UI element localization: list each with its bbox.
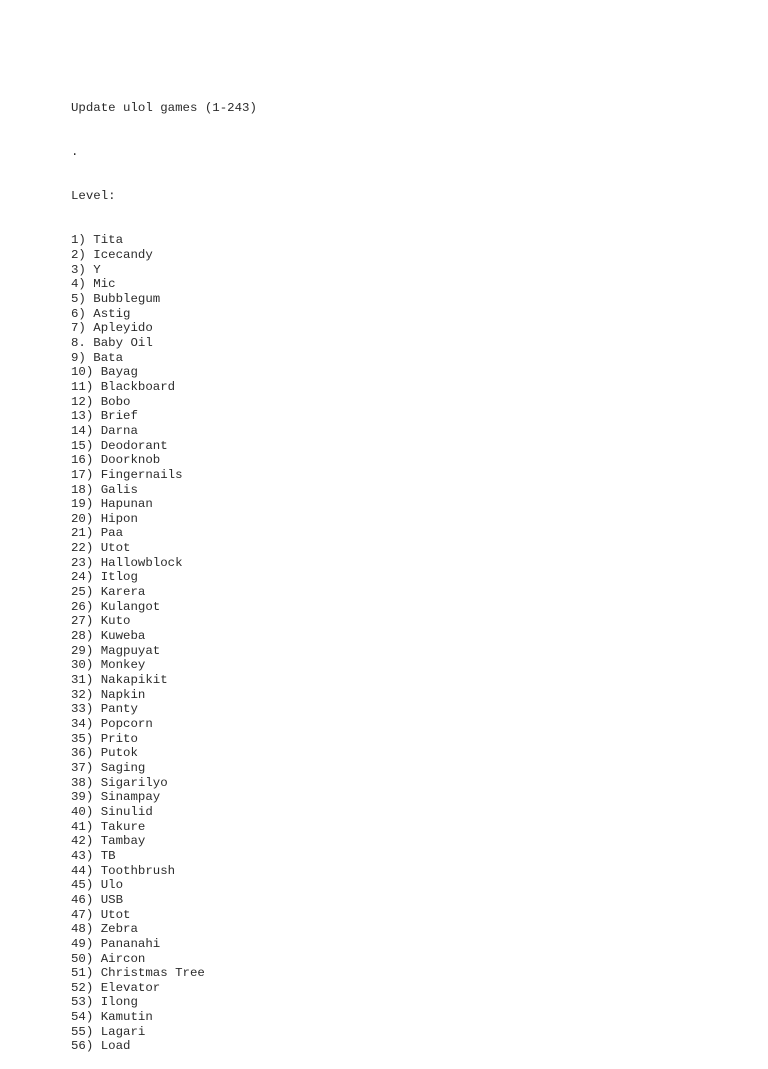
list-item: 24) Itlog — [71, 570, 138, 585]
list-item: 34) Popcorn — [71, 717, 153, 731]
list-item: 9) Bata — [71, 350, 124, 365]
list-item: 19) Hapunan — [71, 497, 153, 512]
list-item: 4) Mic — [71, 277, 116, 292]
list-item: 14) Darna — [71, 423, 138, 438]
list-item: 7) Apleyido — [71, 321, 153, 336]
list-item: 18) Galis — [71, 482, 138, 497]
list-item: 20) Hipon — [71, 511, 138, 526]
document-title: Update ulol games (1-243) — [71, 101, 257, 116]
list-item: 10) Bayag — [71, 365, 138, 380]
list-item: 51) Christmas Tree — [71, 966, 205, 981]
level-list — [71, 233, 257, 1054]
list-item: 32) Napkin — [71, 687, 146, 702]
list-item: 35) Prito — [71, 731, 138, 746]
list-item: 21) Paa — [71, 526, 124, 541]
list-item: 40) Sinulid — [71, 804, 153, 819]
list-item: 1) Tita — [71, 233, 124, 248]
level-heading: Level: — [71, 189, 116, 204]
list-item: 48) Zebra — [71, 922, 138, 937]
list-item: 25) Karera — [71, 585, 146, 600]
list-item: 5) Bubblegum — [71, 291, 161, 306]
list-item: 23) Hallowblock — [71, 555, 183, 570]
list-item: 8. Baby Oil — [71, 335, 153, 350]
list-item: 2) Icecandy — [71, 248, 153, 262]
list-item: 12) Bobo — [71, 394, 131, 409]
list-item: 50) Aircon — [71, 951, 146, 966]
list-item: 3) Y — [71, 262, 101, 277]
list-item: 39) Sinampay — [71, 790, 161, 805]
list-item: 49) Pananahi — [71, 936, 161, 951]
list-item: 45) Ulo — [71, 878, 124, 893]
list-item: 44) Toothbrush — [71, 863, 176, 878]
separator-dot: . — [71, 145, 79, 160]
list-item: 17) Fingernails — [71, 467, 183, 482]
list-item: 54) Kamutin — [71, 1010, 153, 1025]
list-item: 6) Astig — [71, 306, 131, 321]
list-item: 26) Kulangot — [71, 599, 161, 614]
list-item: 38) Sigarilyo — [71, 775, 168, 790]
list-item: 31) Nakapikit — [71, 673, 168, 688]
list-item: 55) Lagari — [71, 1024, 146, 1039]
list-item: 22) Utot — [71, 541, 131, 556]
list-item: 15) Deodorant — [71, 438, 168, 453]
list-item: 41) Takure — [71, 819, 146, 834]
list-item: 29) Magpuyat — [71, 643, 161, 658]
list-item: 43) TB — [71, 848, 116, 863]
list-item: 11) Blackboard — [71, 379, 176, 394]
list-item: 46) USB — [71, 892, 124, 907]
document-body — [71, 72, 257, 1069]
list-item: 53) Ilong — [71, 995, 138, 1010]
list-item: 42) Tambay — [71, 834, 146, 849]
list-item: 16) Doorknob — [71, 453, 161, 468]
list-item: 37) Saging — [71, 760, 146, 775]
list-item: 33) Panty — [71, 702, 138, 717]
list-item: 27) Kuto — [71, 614, 131, 629]
list-item: 52) Elevator — [71, 980, 161, 995]
list-item: 36) Putok — [71, 746, 138, 761]
list-item: 28) Kuweba — [71, 629, 146, 644]
list-item: 47) Utot — [71, 907, 131, 922]
list-item: 30) Monkey — [71, 658, 146, 673]
list-item: 13) Brief — [71, 409, 138, 424]
list-item: 56) Load — [71, 1039, 131, 1054]
